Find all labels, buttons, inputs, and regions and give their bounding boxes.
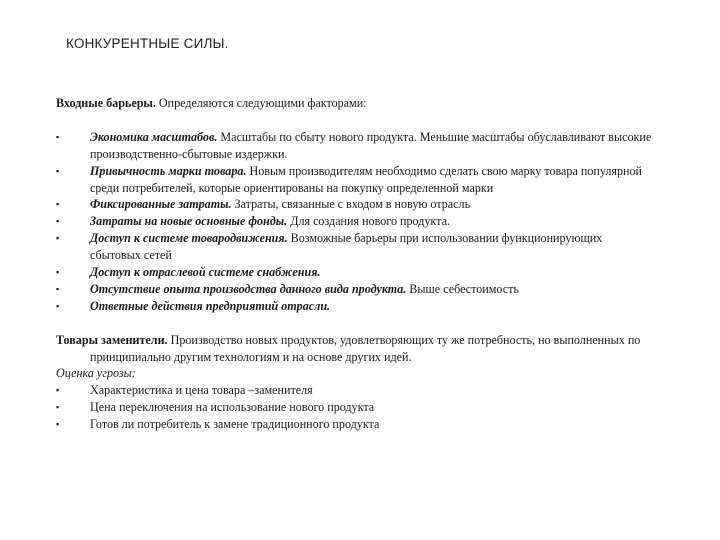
page-title: КОНКУРЕНТНЫЕ СИЛЫ. [66,36,229,51]
bullet-icon: ▪ [56,165,60,176]
list-item [56,264,656,281]
barriers-list [56,129,656,315]
bullet-icon: ▪ [56,300,60,311]
substitutes-paragraph [56,332,656,366]
substitutes-heading: Товары заменители. [56,332,168,347]
list-item [56,230,656,264]
threat-item-text: Характеристика и цена товара –заменителя [90,383,313,398]
threat-item-text: Готов ли потребитель к замене традиционного продукта [90,417,380,432]
bullet-icon: ▪ [56,199,60,210]
barrier-text: Возможные барьеры при использовании функционирующих сбытовых сетей [90,231,603,263]
threat-label: Оценка угрозы: [56,366,136,381]
barrier-text: Новым производителям необходимо сделать свою марку товара популярной среди потребителей, которые ориентированы на покупку определенной марки [90,163,643,195]
barrier-text: Затраты, связанные с входом в новую отрасль [231,197,471,212]
bullet-icon: ▪ [56,283,60,294]
barrier-term: Доступ к системе товародвижения. [90,231,288,246]
barrier-term: Экономика масштабов. [90,129,218,144]
threat-list [56,382,656,433]
list-item [56,399,656,416]
barriers-heading: Входные барьеры. [56,96,156,110]
barrier-term: Привычность марки товара. [90,163,247,178]
substitutes-text: Производство новых продуктов, удовлетворяющих ту же потребность, но выполненных по принципиально другим технологиям и на основе других идей. [90,332,641,364]
list-item [56,213,656,230]
barrier-text: Масштабы по сбыту нового продукта. Меньшие масштабы обуславливают высокие производственно-сбытовые издержки. [90,129,652,161]
list-item [56,163,656,197]
list-item [56,298,656,315]
bullet-icon: ▪ [56,131,60,142]
barrier-text: Для создания нового продукта. [287,214,450,229]
list-item [56,129,656,163]
barrier-term: Доступ к отраслевой системе снабжения. [90,265,321,280]
list-item [56,281,656,298]
barriers-intro: Определяются следующими факторами: [155,96,367,110]
barrier-text: Выше себестоимость [406,281,519,296]
bullet-icon: ▪ [56,402,60,413]
barrier-term: Отсутствие опыта производства данного вида продукта. [90,281,407,296]
list-item [56,416,656,433]
barrier-term: Затраты на новые основные фонды. [90,214,288,229]
bullet-icon: ▪ [56,233,60,244]
bullet-icon: ▪ [56,216,60,227]
bullet-icon: ▪ [56,419,60,430]
barriers-paragraph [56,95,656,112]
list-item [56,196,656,213]
slide-content [56,95,656,433]
list-item [56,382,656,399]
bullet-icon: ▪ [56,385,60,396]
barrier-term: Фиксированные затраты. [90,197,232,212]
bullet-icon: ▪ [56,267,60,278]
threat-item-text: Цена переключения на использование нового продукта [90,400,375,415]
barrier-term: Ответные действия предприятий отрасли. [90,298,331,313]
